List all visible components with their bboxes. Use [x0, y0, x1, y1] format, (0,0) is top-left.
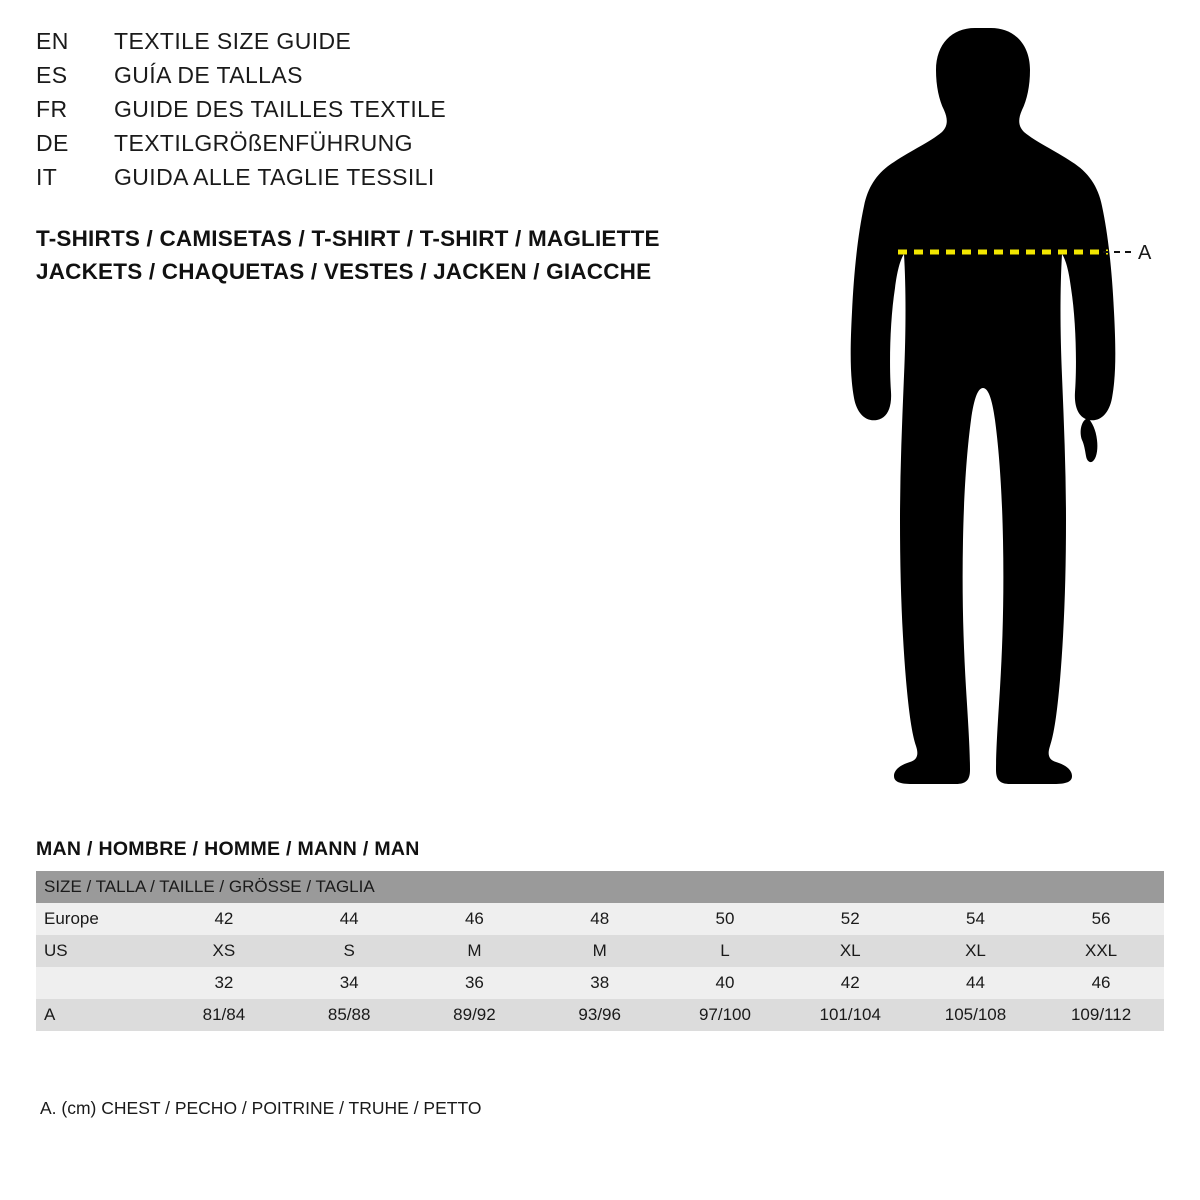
cell-us-4: M	[537, 935, 662, 967]
cell-europe-3: 46	[412, 903, 537, 935]
category-jackets: JACKETS / CHAQUETAS / VESTES / JACKEN / GIACCHE	[36, 259, 652, 284]
language-row-de	[36, 130, 736, 164]
language-code-de: DE	[36, 130, 69, 156]
category-tshirts: T-SHIRTS / CAMISETAS / T-SHIRT / T-SHIRT / MAGLIETTE	[36, 226, 660, 251]
cell-europe-4: 48	[537, 903, 662, 935]
language-list	[36, 28, 736, 198]
language-row-fr	[36, 96, 736, 130]
table-row	[36, 935, 1164, 967]
cell-numeric-3: 36	[412, 967, 537, 999]
table-header-row	[36, 871, 1164, 903]
table-row	[36, 903, 1164, 935]
cell-numeric-7: 44	[913, 967, 1038, 999]
table-group-title: MAN / HOMBRE / HOMME / MANN / MAN	[36, 838, 420, 860]
cell-us-6: XL	[788, 935, 913, 967]
cell-europe-2: 44	[287, 903, 412, 935]
cell-a-1: 81/84	[161, 999, 286, 1031]
garment-categories	[36, 222, 796, 288]
cell-europe-5: 50	[662, 903, 787, 935]
measure-leader-line	[1103, 251, 1131, 253]
row-label-a: A	[36, 999, 161, 1031]
table-row	[36, 999, 1164, 1031]
language-text-de: TEXTILGRÖßENFÜHRUNG	[114, 130, 413, 156]
language-text-fr: GUIDE DES TAILLES TEXTILE	[114, 96, 447, 122]
row-label-numeric	[36, 967, 161, 999]
cell-a-5: 97/100	[662, 999, 787, 1031]
cell-numeric-2: 34	[287, 967, 412, 999]
cell-numeric-8: 46	[1038, 967, 1164, 999]
chest-measure-line	[894, 242, 1114, 262]
cell-europe-1: 42	[161, 903, 286, 935]
cell-us-7: XL	[913, 935, 1038, 967]
size-table-section	[36, 838, 1164, 1031]
language-code-fr: FR	[36, 96, 68, 122]
cell-numeric-1: 32	[161, 967, 286, 999]
language-text-en: TEXTILE SIZE GUIDE	[114, 28, 352, 54]
row-label-us: US	[36, 935, 161, 967]
language-text-it: GUIDA ALLE TAGLIE TESSILI	[114, 164, 435, 190]
table-row	[36, 967, 1164, 999]
row-label-europe: Europe	[36, 903, 161, 935]
cell-a-2: 85/88	[287, 999, 412, 1031]
language-row-es	[36, 62, 736, 96]
language-code-es: ES	[36, 62, 68, 88]
cell-a-3: 89/92	[412, 999, 537, 1031]
cell-us-1: XS	[161, 935, 286, 967]
size-table	[36, 871, 1164, 1031]
cell-numeric-5: 40	[662, 967, 787, 999]
cell-europe-7: 54	[913, 903, 1038, 935]
cell-numeric-4: 38	[537, 967, 662, 999]
cell-us-8: XXL	[1038, 935, 1164, 967]
cell-a-6: 101/104	[788, 999, 913, 1031]
cell-us-2: S	[287, 935, 412, 967]
body-figure	[820, 20, 1180, 800]
male-silhouette-icon	[820, 20, 1180, 800]
language-code-it: IT	[36, 164, 58, 190]
cell-a-8: 109/112	[1038, 999, 1164, 1031]
measure-label-a: A	[1138, 242, 1152, 264]
table-header-label: SIZE / TALLA / TAILLE / GRÖSSE / TAGLIA	[36, 871, 1164, 903]
language-row-en	[36, 28, 736, 62]
cell-europe-6: 52	[788, 903, 913, 935]
cell-europe-8: 56	[1038, 903, 1164, 935]
footnote-chest: A. (cm) CHEST / PECHO / POITRINE / TRUHE / PETTO	[40, 1098, 482, 1118]
cell-us-5: L	[662, 935, 787, 967]
cell-numeric-6: 42	[788, 967, 913, 999]
language-text-es: GUÍA DE TALLAS	[114, 62, 303, 88]
cell-a-4: 93/96	[537, 999, 662, 1031]
language-row-it	[36, 164, 736, 198]
cell-us-3: M	[412, 935, 537, 967]
cell-a-7: 105/108	[913, 999, 1038, 1031]
language-code-en: EN	[36, 28, 69, 54]
